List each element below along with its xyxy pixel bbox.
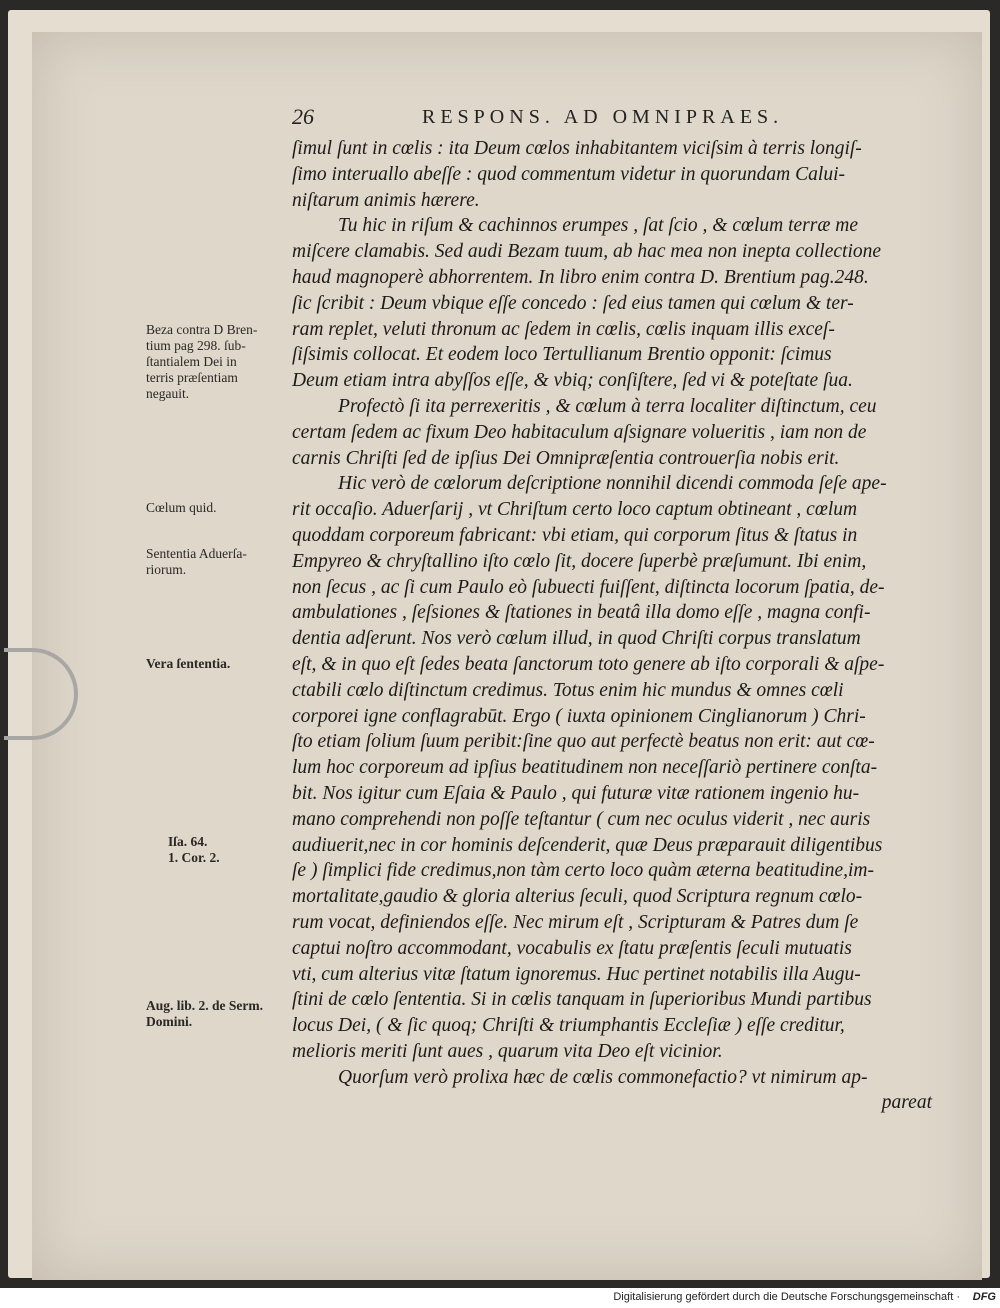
- text-line: rit occaſio. Aduerſarij , vt Chriſtum certo loco captum obtineant , cœlum: [292, 499, 858, 521]
- text-line: quoddam corporeum fabricant: vbi etiam, qui corporum ſitus & ſtatus in: [292, 524, 858, 546]
- dfg-logo: DFG: [972, 1291, 996, 1303]
- text-line: mano comprehendi non poſſe teſtantur ( cum nec oculus viderit , nec auris: [292, 808, 871, 830]
- margin-note-line: terris præſentiam: [146, 370, 238, 385]
- text-line: rum vocat, definiendos eſſe. Nec mirum eſt , Scripturam & Patres dum ſe: [292, 911, 859, 933]
- funding-credit: Digitalisierung gefördert durch die Deutsche Forschungsgemeinschaft ·: [613, 1291, 960, 1303]
- text-line: captui noſtro accommodant, vocabulis ex ſtatu præſentis ſeculi mutuatis: [292, 937, 852, 959]
- body-text: [292, 136, 932, 1116]
- text-line: niſtarum animis hærere.: [292, 189, 480, 211]
- margin-note-isaiah: [168, 834, 320, 866]
- margin-note-line: Vera ſententia.: [146, 656, 231, 671]
- text-line: non ſecus , ac ſi cum Paulo eò ſubuecti fuiſſent, diſtincta locorum ſpatia, de-: [292, 576, 885, 598]
- margin-note-augustine: [146, 998, 298, 1030]
- text-line: Hic verò de cœlorum deſcriptione nonnihil dicendi commoda ſeſe ape-: [338, 473, 887, 495]
- text-line: ſtini de cœlo ſententia. Si in cœlis tanquam in ſuperioribus Mundi partibus: [292, 989, 872, 1011]
- text-line: ram replet, veluti thronum ac ſedem in cœlis, cœlis inquam illis exceſ-: [292, 318, 835, 340]
- footer-bar: [0, 1288, 1000, 1308]
- margin-note-line: tium pag 298. ſub-: [146, 338, 246, 353]
- text-line: Profectò ſi ita perrexeritis , & cœlum à terra localiter diſtinctum, ceu: [338, 395, 877, 417]
- text-line: corporei igne conflagrabūt. Ergo ( iuxta opinionem Cinglianorum ) Chri-: [292, 705, 866, 727]
- margin-note-sententia-adversariorum: [146, 546, 298, 578]
- text-line: ſto etiam ſolium ſuum peribit:ſine quo aut perfectè beatus non erit: aut cœ-: [292, 731, 875, 753]
- margin-note-line: Domini.: [146, 1014, 193, 1029]
- margin-note-line: Beza contra D Bren-: [146, 322, 258, 337]
- margin-note-vera-sententia: [146, 656, 298, 672]
- margin-note-beza: [146, 322, 298, 402]
- margin-note-line: negauit.: [146, 386, 190, 401]
- page-number: 26: [292, 104, 314, 129]
- text-line: miſcere clamabis. Sed audi Bezam tuum, ab hac mea non inepta collectione: [292, 241, 882, 263]
- text-line: vti, cum alterius vitæ ſtatum ignoremus. Huc pertinet notabilis illa Augu-: [292, 963, 861, 985]
- running-title: RESPONS. AD OMNIPRAES.: [422, 106, 784, 128]
- margin-note-line: Aug. lib. 2. de Serm.: [146, 998, 264, 1013]
- text-line: certam ſedem ac fixum Deo habitaculum aſsignare volueritis , iam non de: [292, 421, 867, 443]
- margin-note-line: ſtantialem Dei in: [146, 354, 237, 369]
- margin-note-line: riorum.: [146, 562, 187, 577]
- text-line: melioris meriti ſunt aues , quarum vita Deo eſt vicinior.: [292, 1040, 723, 1062]
- text-line: ambulationes , ſeſsiones & ſtationes in beatâ illa domo eſſe , magna confi-: [292, 602, 871, 624]
- text-line: ſic ſcribit : Deum vbique eſſe concedo : ſed eius tamen qui cœlum & ter-: [292, 292, 854, 314]
- text-line: Quorſum verò prolixa hæc de cœlis commonefactio? vt nimirum ap-: [338, 1066, 868, 1088]
- catchword: pareat: [881, 1092, 932, 1114]
- margin-note-coelum: [146, 500, 298, 516]
- text-line: bit. Nos igitur cum Eſaia & Paulo , qui futuræ vitæ rationem ingenio hu-: [292, 782, 860, 804]
- margin-note-line: Sententia Aduerſa-: [146, 546, 247, 561]
- text-line: ſimo interuallo abeſſe : quod commentum videtur in quorundam Calui-: [292, 163, 845, 185]
- running-head: [292, 104, 932, 130]
- margin-note-line: 1. Cor. 2.: [168, 850, 220, 865]
- text-line: haud magnoperè abhorrentem. In libro enim contra D. Brentium pag.248.: [292, 266, 869, 288]
- text-line: ſe ) ſimplici fide credimus,non tàm certo loco quàm æterna beatitudine,im-: [292, 860, 875, 882]
- margin-note-line: Cœlum quid.: [146, 500, 217, 515]
- text-line: carnis Chriſti ſed de ipſius Dei Omnipræſentia controuerſia nobis erit.: [292, 447, 840, 469]
- text-line: mortalitate,gaudio & gloria alterius ſeculi, quod Scriptura regnum cœlo-: [292, 886, 863, 908]
- text-line: ctabili cœlo diſtinctum credimus. Totus enim hic mundus & omnes cœli: [292, 679, 844, 701]
- text-line: ſiſsimis collocat. Et eodem loco Tertullianum Brentio opponit: ſcimus: [292, 344, 832, 366]
- text-line: dentia adſerunt. Nos verò cœlum illud, in quod Chriſti corpus translatum: [292, 628, 861, 650]
- margin-note-line: Iſa. 64.: [168, 834, 208, 849]
- text-line: eſt, & in quo eſt ſedes beata ſanctorum toto genere ab iſto corporali & aſpe-: [292, 653, 885, 675]
- text-line: Empyreo & chryſtallino iſto cœlo ſit, docere ſuperbè præſumunt. Ibi enim,: [292, 550, 867, 572]
- text-line: locus Dei, ( & ſic quoq; Chriſti & triumphantis Eccleſiæ ) eſſe creditur,: [292, 1015, 845, 1037]
- text-line: audiuerit,nec in cor hominis deſcenderit, quæ Deus præparauit diligentibus: [292, 834, 883, 856]
- text-line: Tu hic in riſum & cachinnos erumpes , ſat ſcio , & cœlum terræ me: [338, 215, 858, 237]
- text-line: Deum etiam intra abyſſos eſſe, & vbiq; conſiſtere, ſed vi & poteſtate ſua.: [292, 370, 853, 392]
- text-line: ſimul ſunt in cœlis : ita Deum cœlos inhabitantem viciſsim à terris longiſ-: [292, 138, 862, 159]
- text-line: lum hoc corporeum ad ipſius beatitudinem non neceſſariò pertinere conſta-: [292, 757, 878, 779]
